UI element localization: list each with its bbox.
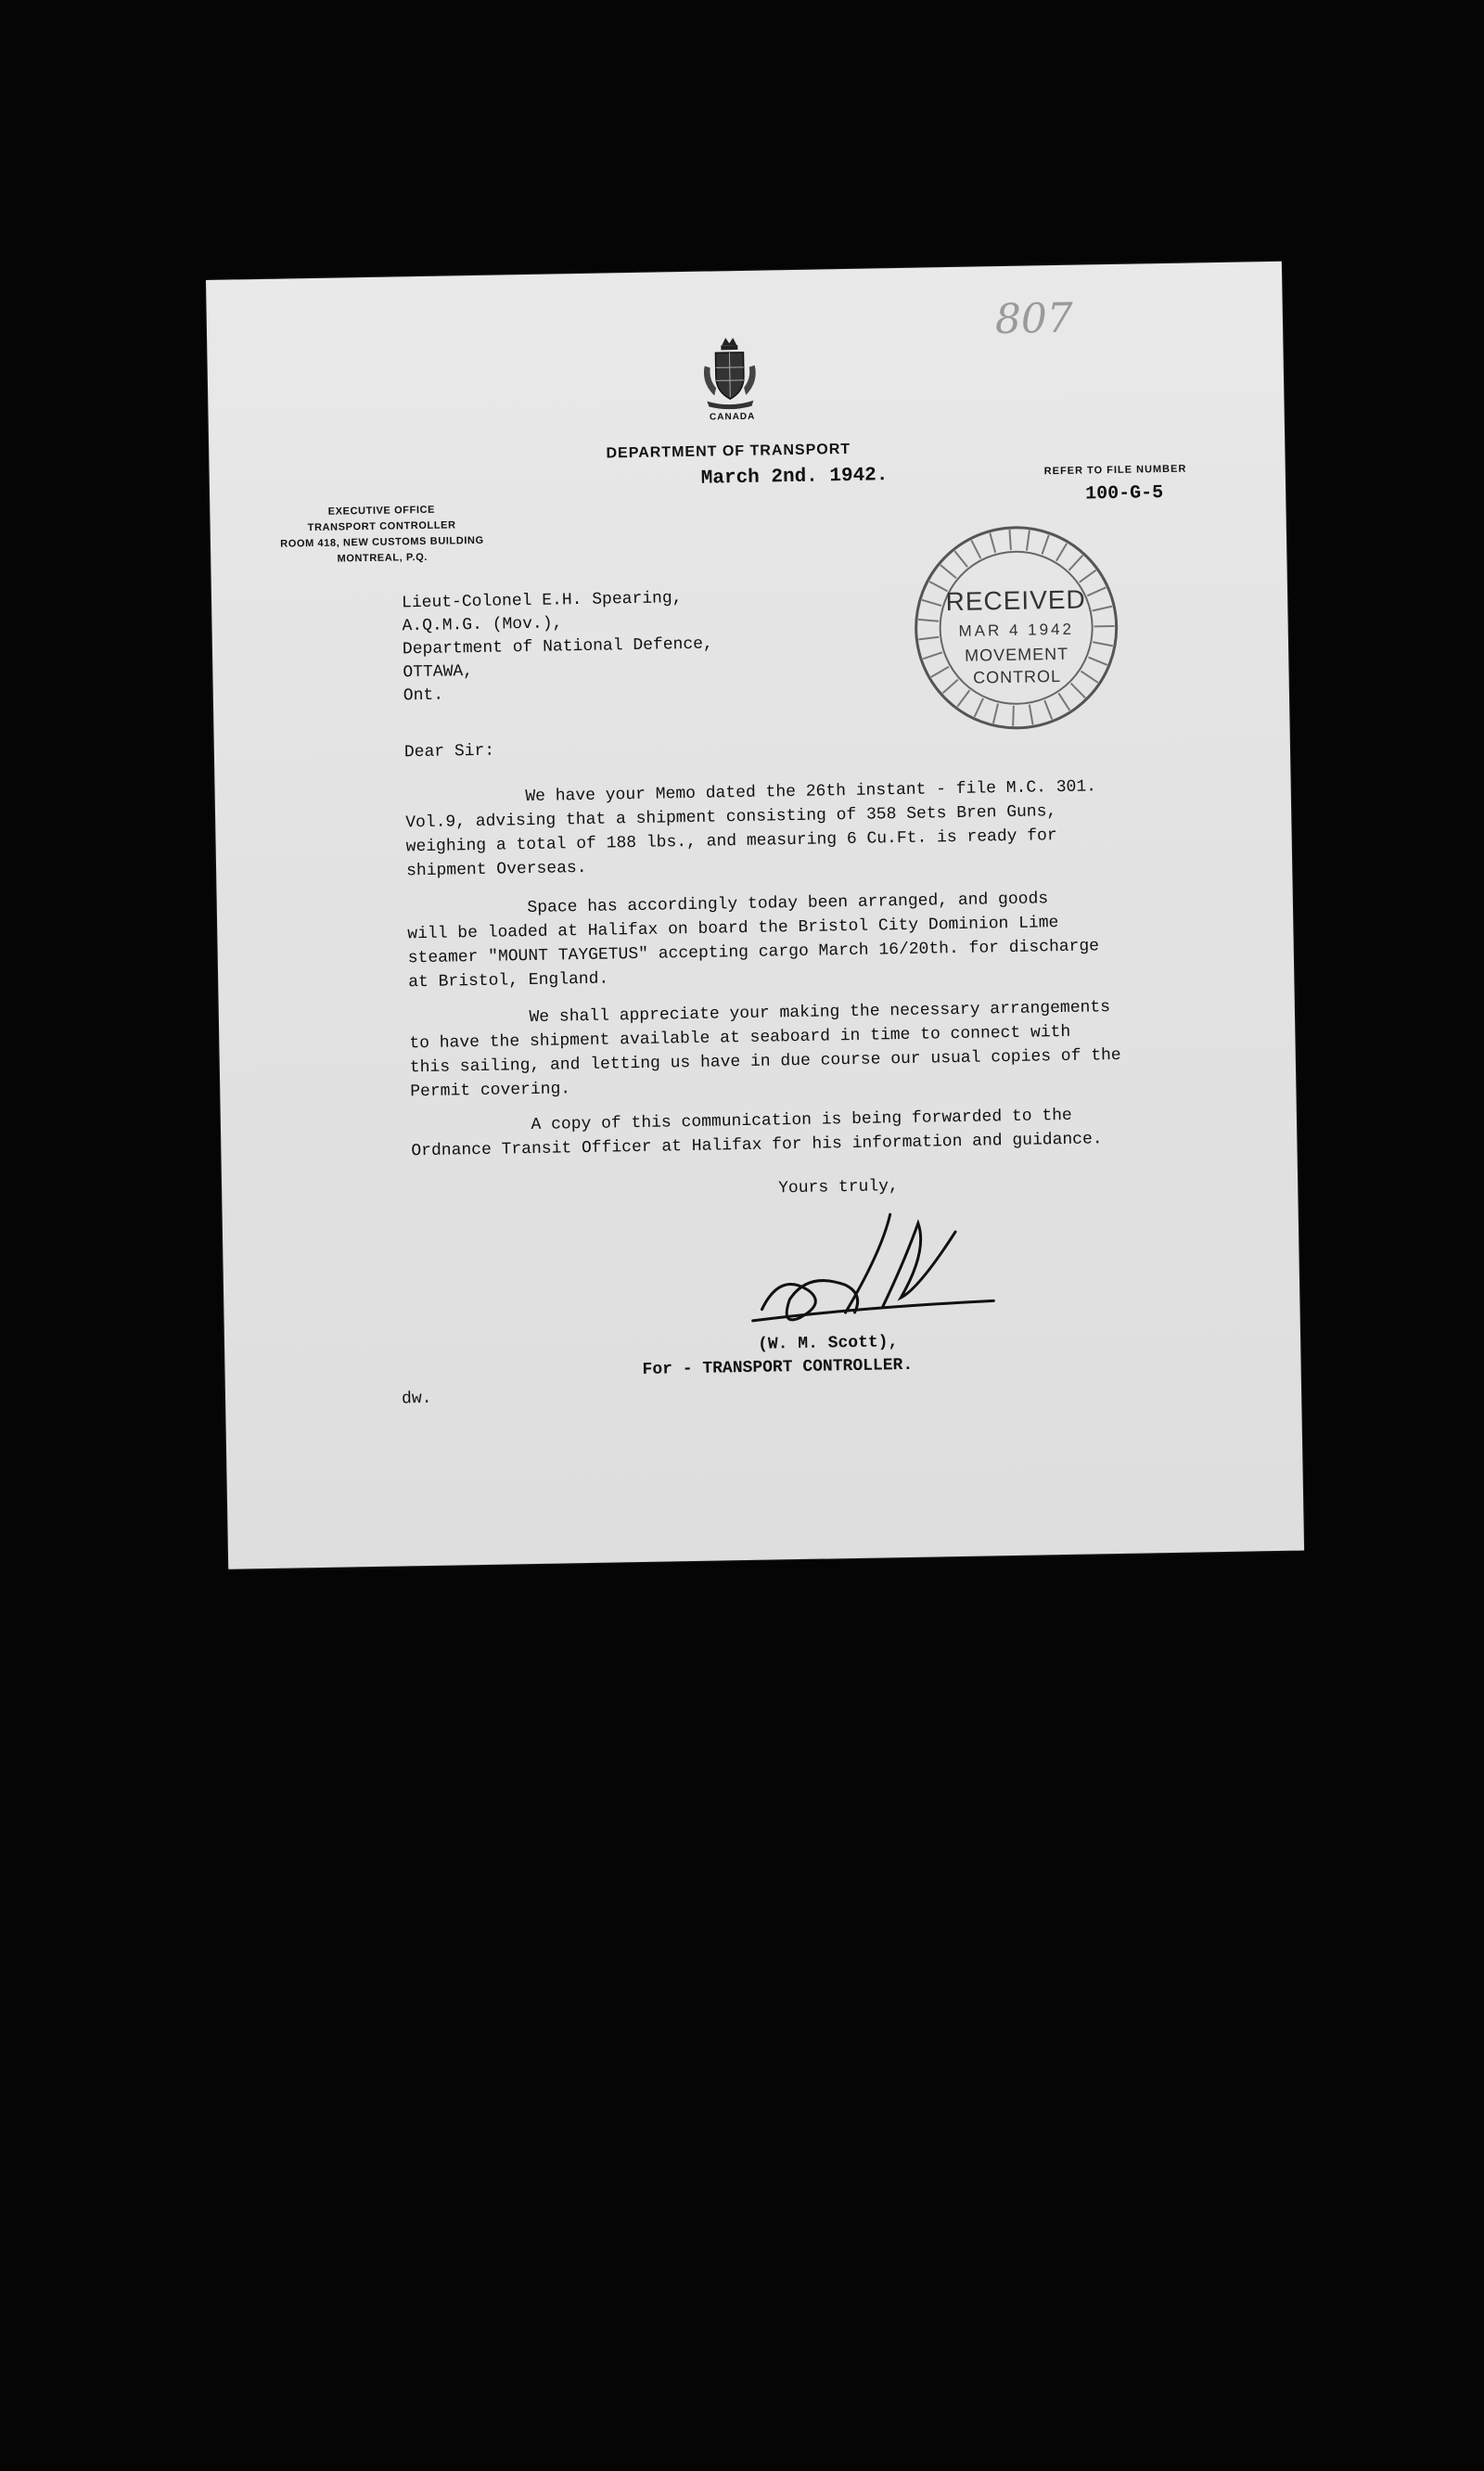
stamp-tick <box>954 551 967 568</box>
body-paragraph: We have your Memo dated the 26th instant - file M.C. 301. Vol.9, advising that a shipment consisting of 358 Sets Bren Guns, weighing a total of 188 lbs., and measuring 6 Cu.Ft. is ready for shipment Overseas. <box>404 777 1097 881</box>
address-line: Ont. <box>403 685 444 706</box>
crest-label: CANADA <box>709 411 756 423</box>
stamp-tick <box>1027 531 1030 551</box>
stamp-tick <box>971 540 980 558</box>
stamp-tick <box>1058 693 1069 711</box>
address-line: Department of National Defence, <box>402 634 713 659</box>
stamp-tick <box>990 533 995 553</box>
address-line: OTTAWA, <box>403 662 474 683</box>
department-heading: DEPARTMENT OF TRANSPORT <box>606 441 851 462</box>
coat-of-arms-icon <box>697 334 762 413</box>
stamp-tick <box>918 620 939 622</box>
stamp-tick <box>1013 706 1014 726</box>
stamp-tick <box>1042 535 1049 555</box>
received-stamp <box>908 519 1125 736</box>
file-number: 100-G-5 <box>1084 482 1164 506</box>
stamp-tick <box>1068 556 1082 570</box>
stamp-tick <box>957 690 970 707</box>
body-paragraph: Space has accordingly today been arranged, and goods will be loaded at Halifax on board the Bristol City Dominion Lime steamer "MOUNT TAYGETUS" accepting cargo March 16/20th. for discharge at Bristol, England. <box>406 890 1100 992</box>
refer-to-file-label: REFER TO FILE NUMBER <box>1043 463 1187 478</box>
signer-title: For - TRANSPORT CONTROLLER. <box>642 1355 914 1379</box>
letter-date: March 2nd. 1942. <box>700 465 889 490</box>
letter-page <box>206 262 1304 1569</box>
recipient-address <box>402 587 714 709</box>
office-line: ROOM 418, NEW CUSTOMS BUILDING <box>280 534 484 550</box>
office-line: EXECUTIVE OFFICE <box>327 504 436 518</box>
stamp-tick <box>1009 530 1010 550</box>
office-line: TRANSPORT CONTROLLER <box>307 519 456 534</box>
stamp-tick <box>1030 705 1033 725</box>
stamp-date: MAR 4 1942 <box>958 620 1075 640</box>
address-line: A.Q.M.G. (Mov.), <box>402 614 563 636</box>
body-paragraph: We shall appreciate your making the necessary arrangements to have the shipment available at seaboard in time to connect with this sailing, and letting us have in due course our usual copies of the Permit covering. <box>408 998 1121 1102</box>
stamp-tick <box>1044 700 1052 720</box>
office-line: MONTREAL, P.Q. <box>337 551 429 565</box>
handwritten-signature <box>741 1194 1022 1347</box>
stamp-received: RECEIVED <box>945 584 1086 617</box>
stamp-tick <box>1080 570 1096 583</box>
stamp-tick <box>974 698 983 717</box>
address-line: Lieut-Colonel E.H. Spearing, <box>401 589 683 613</box>
salutation: Dear Sir: <box>403 741 495 762</box>
stamp-tick <box>940 565 956 579</box>
office-letterhead <box>265 502 498 569</box>
stamp-movement: MOVEMENT <box>964 644 1069 665</box>
stamp-control: CONTROL <box>972 666 1062 687</box>
stamp-tick <box>993 703 999 723</box>
handwritten-page-number: 807 <box>994 294 1074 344</box>
closing: Yours truly, <box>778 1177 899 1198</box>
stamp-tick <box>1056 544 1068 561</box>
typist-initials: dw. <box>401 1389 432 1409</box>
signer-name: (W. M. Scott), <box>757 1333 899 1354</box>
body-paragraph: A copy of this communication is being forwarded to the Ordnance Transit Officer at Halifax for his information and guidance. <box>410 1106 1103 1161</box>
